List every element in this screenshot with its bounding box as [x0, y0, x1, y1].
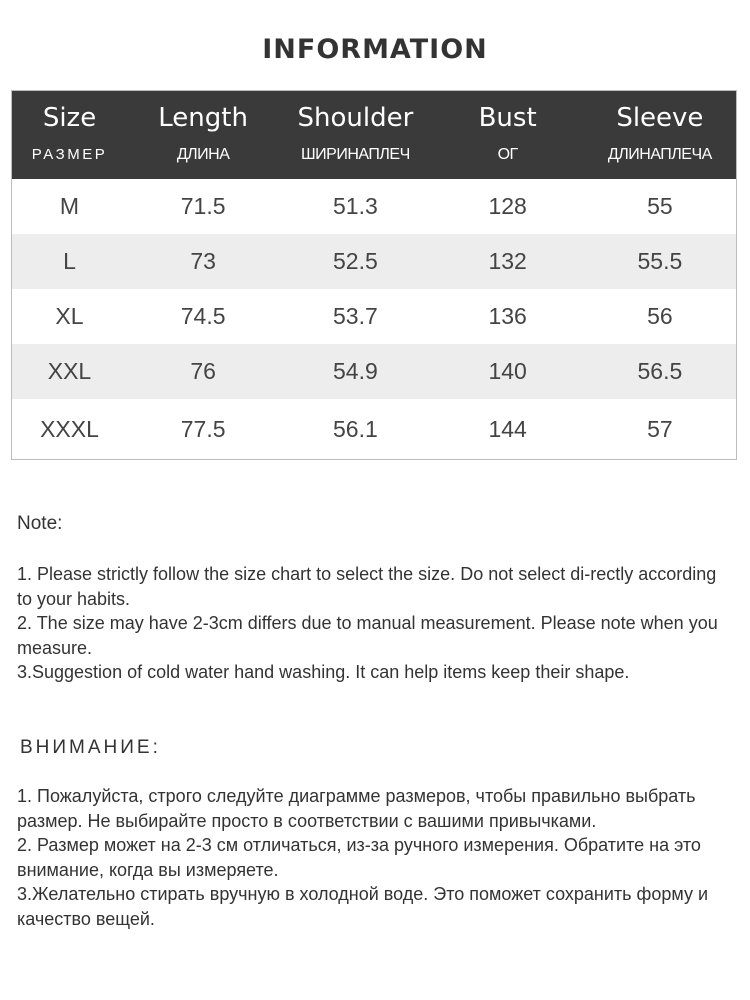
cell-length: 73 — [190, 248, 216, 274]
table-row — [12, 234, 736, 289]
note-ru-heading: ВНИМАНИЕ: — [20, 737, 161, 758]
cell-length: 77.5 — [180, 415, 226, 442]
page-title: INFORMATION — [262, 34, 488, 65]
header-label-ru: ШИРИНАПЛЕЧ — [301, 146, 410, 163]
cell-size: XXXL — [40, 415, 99, 442]
header-label-ru: ОГ — [497, 146, 518, 163]
table-header — [12, 91, 736, 179]
header-label-ru: ДЛИНАПЛЕЧА — [607, 146, 712, 163]
cell-bust: 144 — [488, 415, 527, 442]
table-row — [12, 399, 736, 459]
note-item: 3.Suggestion of cold water hand washing. It can help items keep their shape. — [17, 662, 630, 682]
header-label-en: Size — [42, 103, 97, 133]
header-length — [127, 91, 279, 179]
note-ru-item: 1. Пожалуйста, строго следуйте диаграмме размеров, чтобы правильно выбрать размер. Не выбирайте просто в соответствии с вашими привычками. — [17, 786, 696, 831]
note-list — [17, 562, 733, 685]
cell-sleeve: 56 — [647, 303, 673, 329]
cell-sleeve: 55.5 — [637, 248, 683, 274]
header-size — [12, 91, 127, 179]
header-label-ru: ДЛИНА — [176, 146, 230, 163]
note-ru-item: 3.Желательно стирать вручную в холодной воде. Это поможет сохранить форму и качество вещей. — [17, 884, 709, 929]
header-label-ru: РАЗМЕР — [31, 146, 108, 163]
note-item: 1. Please strictly follow the size chart to select the size. Do not select di-rectly according to your habits. — [17, 564, 717, 609]
cell-length: 74.5 — [180, 303, 226, 329]
table-row — [12, 179, 736, 234]
cell-shoulder: 56.1 — [332, 415, 378, 442]
cell-bust: 132 — [488, 248, 527, 274]
note-item: 2. The size may have 2-3cm differs due to manual measurement. Please note when you measure. — [17, 613, 718, 658]
cell-shoulder: 52.5 — [332, 248, 378, 274]
header-label-en: Bust — [478, 103, 537, 133]
cell-size: M — [59, 193, 80, 219]
header-shoulder — [279, 91, 431, 179]
header-label-en: Length — [158, 103, 248, 133]
table-body — [12, 179, 736, 459]
table-row — [12, 344, 736, 399]
cell-size: XXL — [47, 358, 92, 384]
header-label-en: Sleeve — [616, 103, 704, 133]
cell-size: L — [63, 248, 76, 274]
cell-bust: 140 — [488, 358, 527, 384]
cell-shoulder: 54.9 — [332, 358, 378, 384]
size-chart-table — [11, 90, 737, 460]
header-label-en: Shoulder — [297, 103, 414, 133]
header-sleeve — [584, 91, 736, 179]
note-ru-item: 2. Размер может на 2-3 см отличаться, из-за ручного измерения. Обратите на это внимание, когда вы измеряете. — [17, 835, 701, 880]
cell-shoulder: 53.7 — [332, 303, 378, 329]
note-heading: Note: — [17, 513, 63, 534]
cell-bust: 136 — [488, 303, 527, 329]
cell-size: XL — [55, 303, 84, 329]
cell-length: 71.5 — [180, 193, 226, 219]
cell-shoulder: 51.3 — [332, 193, 378, 219]
cell-sleeve: 55 — [647, 193, 673, 219]
cell-length: 76 — [190, 358, 216, 384]
cell-bust: 128 — [488, 193, 527, 219]
header-bust — [432, 91, 584, 179]
table-row — [12, 289, 736, 344]
note-ru-list — [17, 784, 733, 931]
cell-sleeve: 56.5 — [637, 358, 683, 384]
cell-sleeve: 57 — [647, 415, 673, 442]
